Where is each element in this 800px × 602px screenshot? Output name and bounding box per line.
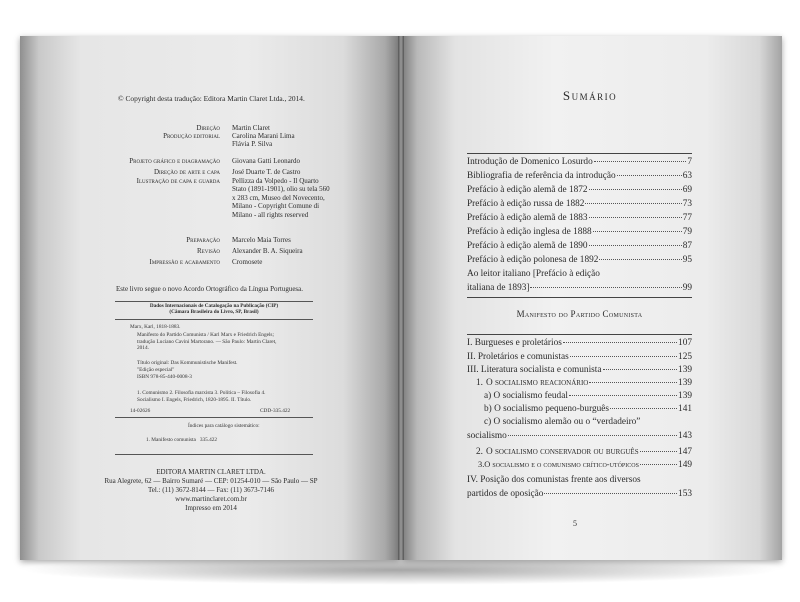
toc-top-rule — [467, 153, 692, 154]
toc-entry-text: Prefácio à edição alemã de 1890 — [467, 241, 588, 251]
toc-entry — [467, 198, 692, 210]
orthographic-agreement-note: Este livro segue o novo Acordo Ortográfico da Língua Portuguesa. — [116, 285, 304, 293]
credit-value: Cromosete — [232, 258, 263, 266]
cip-number: 14-02626 — [130, 408, 151, 414]
toc-entry-page: 63 — [682, 171, 692, 181]
credit-role: Impressão e acabamento — [149, 258, 220, 266]
credit-value: Pellizza da Volpedo - Il Quarto Stato (1891-1901), olio su tela 560 x 283 cm, Museo del Novecento, Milano - Copyright Comune di Milano - all rights reserved — [232, 177, 330, 219]
toc-entry — [476, 377, 692, 389]
toc-entry-page: 149 — [678, 460, 692, 470]
toc-entry — [467, 474, 692, 500]
credit-role: Projeto gráfico e diagramação — [129, 157, 220, 165]
toc-entry-page: 99 — [682, 283, 692, 293]
toc-entry — [467, 240, 692, 252]
toc-entry-text: I. Burgueses e proletários — [467, 338, 562, 348]
toc-entry-text: a) O socialismo feudal — [484, 391, 568, 401]
toc-entry-page: 69 — [682, 185, 692, 195]
book-gutter — [398, 36, 404, 560]
toc-entry-text: b) O socialismo pequeno-burguês — [484, 404, 610, 414]
toc-entry-page: 147 — [678, 447, 692, 457]
publisher-block — [100, 468, 322, 513]
publisher-phone: Tel.: (11) 3672-8144 — Fax: (11) 3673-7146 — [148, 486, 274, 494]
toc-entry-text-line1: IV. Posição dos comunistas frente aos diversos — [467, 475, 641, 485]
cip-bottom-rule — [115, 454, 313, 455]
cip-index-title: Índices para catálogo sistemático: — [188, 423, 260, 429]
manifesto-section-title: Manifesto do Partido Comunista — [516, 309, 643, 319]
toc-entry — [467, 156, 692, 168]
toc-entry-text: partidos de oposição — [467, 489, 544, 499]
toc-entry — [476, 446, 692, 458]
toc-entry-text: Bibliografia de referência da introdução — [467, 171, 616, 181]
toc-entry-text: italiana de 1893] — [467, 283, 530, 293]
section-bottom-rule — [467, 334, 692, 335]
toc-entry-page: 87 — [682, 241, 692, 251]
toc-entry-text: socialismo — [467, 431, 507, 441]
toc-entry-prefix: 1. — [476, 378, 483, 388]
toc-entry — [467, 254, 692, 266]
toc-entry-text-line1: c) O socialismo alemão ou o “verdadeiro” — [484, 417, 641, 427]
toc-entry-prefix: 3. — [478, 460, 485, 469]
cip-title-rule — [115, 319, 313, 320]
cip-isbn: ISBN 978-85-440-0008-3 — [137, 374, 192, 380]
toc-entry — [484, 403, 692, 415]
toc-entry-page: 139 — [678, 391, 692, 401]
publisher-address: Rua Alegrete, 62 — Bairro Sumaré — CEP: 01254-010 — São Paulo — SP — [104, 477, 318, 485]
cip-subjects: 1. Comunismo 2. Filosofia marxista 3. Política – Filosofia 4. Socialismo I. Engels, Friedrich, 1820-1895. II. Título. — [137, 390, 266, 403]
toc-entry-text: O socialismo e o comunismo crítico-utópicos — [484, 460, 639, 469]
toc-entry-text: Prefácio à edição inglesa de 1888 — [467, 227, 592, 237]
toc-entry — [467, 416, 692, 442]
publisher-website: www.martinclaret.com.br — [175, 495, 247, 503]
toc-entry-page: 107 — [678, 338, 692, 348]
credit-value: Carolina Marani Lima Flávia P. Silva — [232, 132, 295, 149]
page-number: 5 — [573, 519, 577, 528]
toc-entry-text: Prefácio à edição russa de 1882 — [467, 199, 585, 209]
toc-entry — [467, 351, 692, 363]
toc-entry — [467, 226, 692, 238]
publisher-printed: Impresso em 2014 — [185, 504, 237, 512]
credit-role: Preparação — [186, 236, 220, 244]
toc-entry-page: 125 — [678, 352, 692, 362]
toc-entry-page: 79 — [682, 227, 692, 237]
toc-entry — [467, 268, 692, 294]
cip-index-entry: 1. Manifesto comunista 335.422 — [146, 437, 218, 443]
cip-title: Dados Internacionais de Catalogação na Publicação (CIP) (Câmara Brasileira do Livro, SP, Brasil) — [149, 303, 279, 316]
credit-value: Martin Claret — [232, 124, 270, 132]
toc-entry — [467, 184, 692, 196]
credit-role: Ilustração de capa e guarda — [136, 177, 220, 185]
copyright-notice: © Copyright desta tradução: Editora Martin Claret Ltda., 2014. — [118, 94, 305, 103]
toc-entry — [467, 212, 692, 224]
toc-entry-text: Introdução de Domenico Losurdo — [467, 157, 593, 167]
toc-title: Sumário — [562, 88, 618, 103]
toc-entry-text-line1: Ao leitor italiano [Prefácio à edição — [467, 269, 600, 279]
toc-entry-text: Prefácio à edição polonesa de 1892 — [467, 255, 599, 265]
toc-entry-page: 139 — [678, 365, 692, 375]
section-top-rule — [467, 297, 692, 298]
toc-entry-text: III. Literatura socialista e comunista — [467, 365, 602, 375]
credit-role: Direção de arte e capa — [153, 168, 220, 176]
toc-entry-page: 153 — [678, 489, 692, 499]
cip-description: Manifesto do Partido Comunista / Karl Marx e Friedrich Engels; tradução Luciano Cavini Martorano. — São Paulo: Martin Claret, 2014. — [137, 332, 277, 352]
toc-entry-page: 7 — [687, 157, 692, 167]
credit-role: Revisão — [196, 247, 220, 255]
toc-entry-page: 143 — [678, 431, 692, 441]
credit-role: Produção editorial — [163, 132, 220, 140]
toc-entry — [484, 390, 692, 402]
toc-entry-text: O socialismo reacionário — [485, 378, 589, 388]
toc-entry — [467, 337, 692, 349]
credit-value: Alexander B. A. Siqueira — [232, 247, 303, 255]
cip-original-title: Título original: Das Kommunistische Manifest. "Edição especial" — [137, 360, 238, 373]
cip-top-rule — [115, 301, 313, 302]
credit-value: José Duarte T. de Castro — [232, 168, 301, 176]
credit-value: Marcelo Maia Torres — [232, 236, 291, 244]
toc-entry — [478, 459, 692, 471]
toc-entry-text: Prefácio à edição alemã de 1883 — [467, 213, 588, 223]
cip-mid-rule — [115, 417, 313, 418]
toc-entry-page: 73 — [682, 199, 692, 209]
credit-value: Giovana Gatti Leonardo — [232, 157, 301, 165]
toc-entry-page: 77 — [682, 213, 692, 223]
toc-entry-text: II. Proletários e comunistas — [467, 352, 569, 362]
publisher-name: EDITORA MARTIN CLARET LTDA. — [156, 468, 266, 476]
toc-entry-prefix: 2. — [476, 447, 483, 457]
toc-entry-page: 95 — [682, 255, 692, 265]
toc-entry — [467, 364, 692, 376]
toc-entry-text: Prefácio à edição alemã de 1872 — [467, 185, 588, 195]
credit-role: Direção — [196, 124, 220, 132]
toc-entry-page: 139 — [678, 378, 692, 388]
toc-entry-page: 141 — [678, 404, 692, 414]
toc-entry — [467, 170, 692, 182]
cip-author: Marx, Karl, 1818-1883. — [130, 324, 181, 330]
cip-cdd: CDD-335.422 — [260, 408, 291, 414]
toc-entry-text: O socialismo conservador ou burguês — [485, 447, 639, 457]
